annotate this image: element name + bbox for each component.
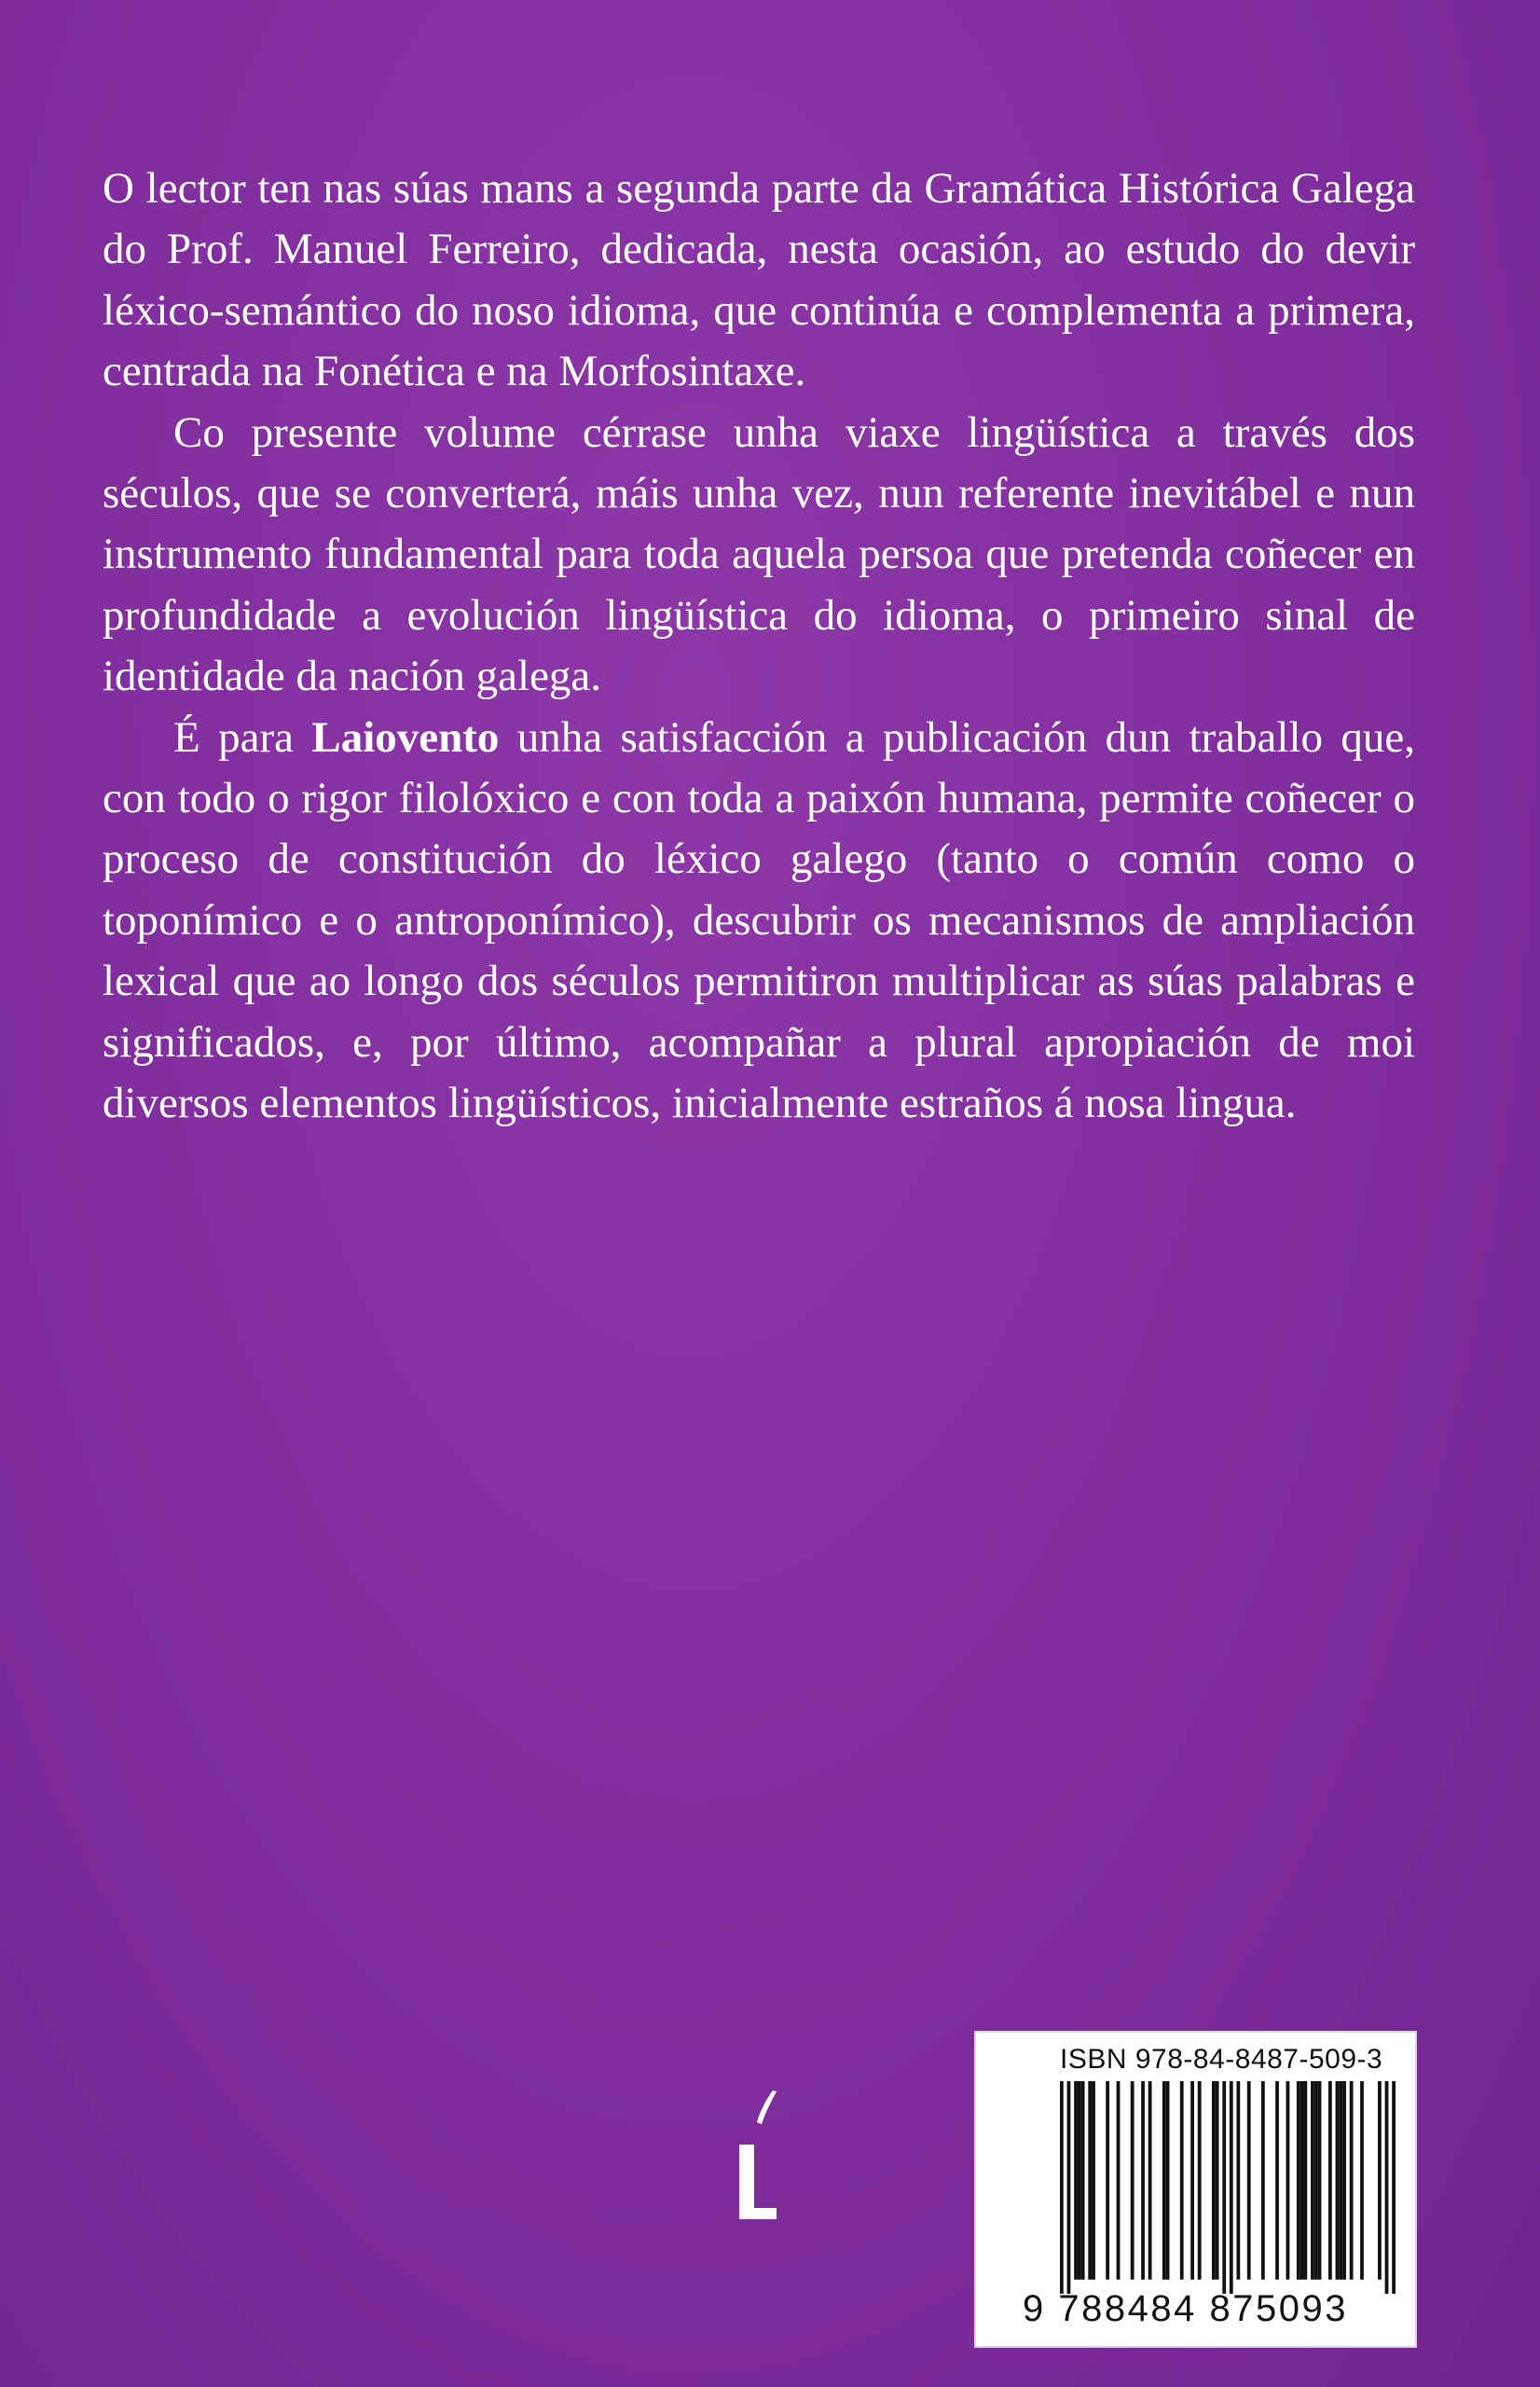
barcode-bar <box>1131 2081 1134 2280</box>
barcode-digits <box>1023 2288 1405 2330</box>
barcode-bar <box>1300 2081 1304 2280</box>
barcode-bar <box>1336 2081 1340 2280</box>
barcode-bar <box>1162 2081 1166 2280</box>
barcode-bar <box>1247 2081 1251 2280</box>
barcode-bar <box>1081 2081 1085 2280</box>
barcode-bar <box>1318 2081 1322 2280</box>
barcode-bar <box>1148 2081 1152 2280</box>
blurb-paragraph-3-lead: É para <box>173 712 294 762</box>
barcode-bar <box>1275 2081 1279 2280</box>
barcode-bar <box>1261 2081 1265 2280</box>
barcode-bar <box>1092 2081 1095 2280</box>
barcode-bar <box>1236 2081 1240 2280</box>
barcode-bar <box>1078 2081 1081 2280</box>
isbn-barcode-panel <box>974 2031 1417 2348</box>
barcode-bar <box>1088 2081 1092 2280</box>
barcode-bar <box>1385 2081 1389 2294</box>
barcode-bar <box>1198 2081 1202 2280</box>
barcode-bar <box>1166 2081 1170 2280</box>
barcode-bar <box>1350 2081 1354 2280</box>
blurb-paragraph-3 <box>103 708 1415 1135</box>
publisher-name: Laiovento <box>311 712 500 762</box>
barcode-bar <box>1360 2081 1364 2280</box>
barcode-bar <box>1311 2081 1314 2280</box>
isbn-label: ISBN 978-84-8487-509-3 <box>1060 2044 1383 2075</box>
barcode-bar <box>1303 2081 1307 2280</box>
barcode-bar <box>1212 2081 1216 2280</box>
barcode-bar <box>1190 2081 1194 2280</box>
barcode-bar <box>1342 2081 1346 2280</box>
barcode-bar <box>1141 2081 1145 2280</box>
barcode-bar <box>1297 2081 1300 2280</box>
laiovento-l-logo-icon <box>732 2089 788 2238</box>
blurb-paragraph-1: O lector ten nas súas mans a segunda parte da Gramática Histórica Galega do Prof. Manuel Ferreiro, dedicada, nesta ocasión, ao estudo do devir léxico-semántico do noso idioma, que continúa e complementa a primera, centrada na Fonética e na Morfosintaxe. <box>103 164 1415 396</box>
barcode-bar <box>1314 2081 1318 2280</box>
barcode-digit-first: 9 <box>1023 2288 1046 2329</box>
barcode-bar <box>1378 2081 1382 2280</box>
barcode-bar <box>1074 2081 1078 2280</box>
barcode-bars <box>1060 2081 1396 2294</box>
blurb-paragraph-2: Co presente volume cérrase unha viaxe lingüística a través dos séculos, que se converterá, máis unha vez, nun referente inevitábel e nun instrumento fundamental para toda aquela persoa que pretenda coñecer en profundidade a evolución lingüística do idioma, o primeiro sinal de identidade da nación galega. <box>103 407 1415 701</box>
barcode-digits-right: 875093 <box>1209 2288 1348 2329</box>
barcode-bar <box>1117 2081 1121 2280</box>
barcode-bar <box>1230 2081 1233 2294</box>
barcode-bar <box>1339 2081 1342 2280</box>
barcode-bar <box>1222 2081 1226 2294</box>
barcode-bar <box>1067 2081 1071 2294</box>
barcode-bar <box>1216 2081 1219 2280</box>
blurb-paragraph-3-rest: unha satisfacción a publicación dun traballo que, con todo o rigor filolóxico e con toda a paixón humana, permite coñecer o proceso de constitución do léxico galego (tanto o común como o toponímico e o antroponímico), descubrir os mecanismos de ampliación lexical que ao longo dos séculos permitiron multiplicar as súas palabras e significados, e, por último, acompañar a plural apropiación de moi diversos elementos lingüísticos, inicialmente estraños á nosa lingua. <box>103 712 1415 1128</box>
barcode-bar <box>1180 2081 1184 2280</box>
barcode-digits-left: 788484 <box>1058 2288 1197 2329</box>
barcode-bar <box>1286 2081 1290 2280</box>
barcode-bar <box>1060 2081 1064 2294</box>
barcode-bar <box>1392 2081 1396 2294</box>
back-cover-blurb <box>103 159 1415 1135</box>
barcode-bar <box>1106 2081 1109 2280</box>
barcode-bar <box>1328 2081 1332 2280</box>
